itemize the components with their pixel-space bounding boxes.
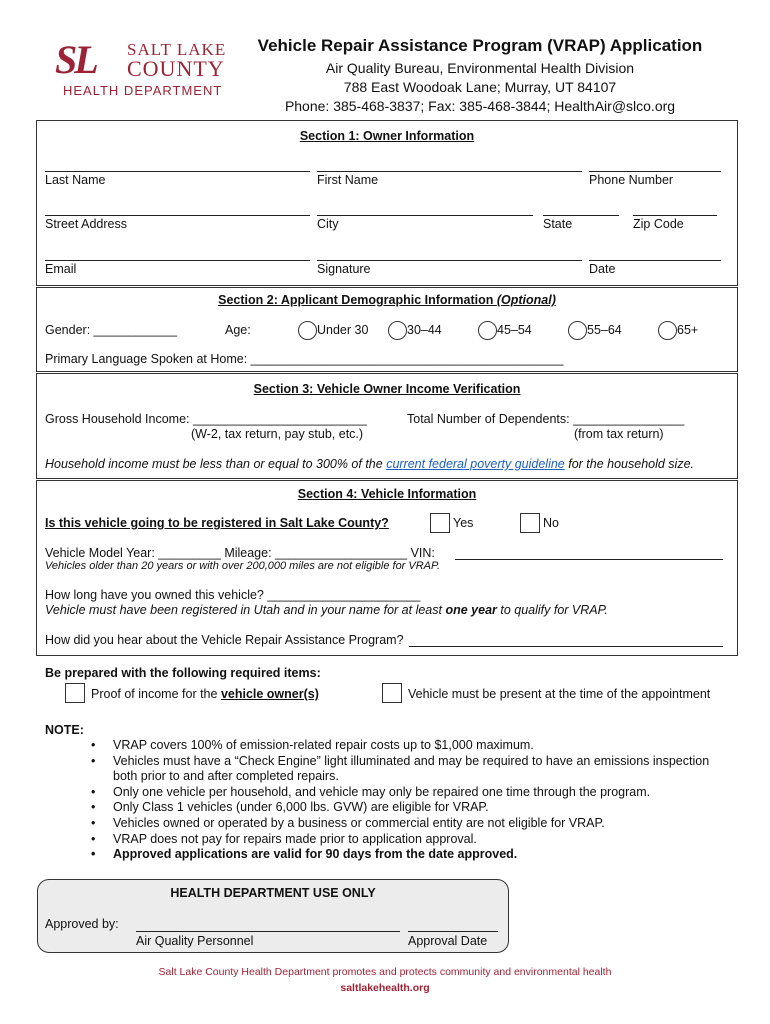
registration-question: Is this vehicle going to be registered in Salt Lake County?	[45, 516, 389, 530]
income-eligibility-note	[45, 457, 694, 471]
email-field[interactable]	[45, 260, 310, 261]
approver-field[interactable]	[136, 931, 400, 932]
registered-yes-label: Yes	[453, 516, 474, 530]
dependents-hint: (from tax return)	[574, 427, 664, 441]
note-item: • Approved applications are valid for 90 days from the date approved.	[45, 847, 725, 863]
section-1-owner-information	[36, 120, 738, 286]
footer-tagline: Salt Lake County Health Department promotes and protects community and environmental health	[158, 966, 612, 978]
income-note-text: Household income must be less than or equal to 300% of the	[45, 457, 387, 471]
zip-code-label: Zip Code	[633, 217, 684, 231]
income-note-text-end: for the household size.	[564, 457, 695, 471]
referral-source-field[interactable]	[409, 646, 723, 647]
approver-caption: Air Quality Personnel	[136, 934, 254, 948]
section-4-title: Section 4: Vehicle Information	[297, 487, 477, 501]
age-label: Age:	[225, 323, 251, 337]
vehicle-present-label: Vehicle must be present at the time of the appointment	[408, 687, 711, 701]
age-45-54-radio[interactable]	[478, 321, 497, 340]
section-4-vehicle-information	[36, 480, 738, 656]
logo-line-health-department: HEALTH DEPARTMENT	[63, 83, 223, 98]
street-address-field[interactable]	[45, 215, 310, 216]
proof-of-income-label	[91, 687, 319, 701]
registered-no-checkbox[interactable]	[520, 513, 540, 533]
required-items-heading: Be prepared with the following required items:	[45, 666, 321, 680]
note-list	[45, 738, 725, 863]
gross-household-income-field[interactable]: Gross Household Income: _________________________	[45, 412, 367, 426]
gender-field[interactable]: Gender: ____________	[45, 323, 178, 337]
age-55-64-label: 55–64	[587, 323, 622, 337]
note-item: • VRAP does not pay for repairs made prior to application approval.	[45, 832, 725, 848]
header-contact: Phone: 385-468-3837; Fax: 385-468-3844; HealthAir@slco.org	[284, 98, 676, 114]
dependents-field[interactable]: Total Number of Dependents: ________________	[407, 412, 685, 426]
vehicle-present-checkbox[interactable]	[382, 683, 402, 703]
first-name-field[interactable]	[317, 171, 582, 172]
section-2-title	[37, 293, 737, 307]
last-name-field[interactable]	[45, 171, 310, 172]
referral-source-label: How did you hear about the Vehicle Repair Assistance Program?	[45, 633, 404, 647]
age-65-plus-label: 65+	[677, 323, 699, 337]
proof-of-income-text: Proof of income for the	[91, 687, 221, 701]
age-under-30-label: Under 30	[317, 323, 369, 337]
office-use-box	[37, 879, 509, 953]
ownership-note-text-end: to qualify for VRAP.	[496, 603, 608, 617]
section-3-title: Section 3: Vehicle Owner Income Verification	[253, 382, 521, 396]
section-2-title-text: Section 2: Applicant Demographic Information	[218, 293, 497, 307]
phone-label: Phone Number	[589, 173, 674, 187]
note-item: • Vehicles must have a “Check Engine” light illuminated and may be required to have an emissions inspection both prior to and after completed repairs.	[45, 754, 725, 785]
first-name-label: First Name	[317, 173, 379, 187]
logo-line-salt-lake: SALT LAKE	[127, 40, 227, 59]
email-label: Email	[45, 262, 77, 276]
vehicle-model-mileage-vin-fields[interactable]: Vehicle Model Year: _________ Mileage: ___________________ VIN:	[45, 546, 435, 560]
vehicle-eligibility-note: Vehicles older than 20 years or with over 200,000 miles are not eligible for VRAP.	[45, 560, 440, 572]
section-3-income-verification	[36, 373, 738, 479]
age-45-54-label: 45–54	[497, 323, 532, 337]
primary-language-field[interactable]: Primary Language Spoken at Home: _____________________________________________	[45, 352, 564, 366]
ownership-requirement-note	[45, 603, 608, 617]
section-2-demographics	[36, 287, 738, 372]
ownership-note-text: Vehicle must have been registered in Utah and in your name for at least	[45, 603, 446, 617]
ownership-duration-field[interactable]: How long have you owned this vehicle? ______________________	[45, 588, 421, 602]
age-65-plus-radio[interactable]	[658, 321, 677, 340]
note-item: • Only one vehicle per household, and vehicle may only be repaired one time through the program.	[45, 785, 725, 801]
state-field[interactable]	[543, 215, 619, 216]
registered-yes-checkbox[interactable]	[430, 513, 450, 533]
phone-field[interactable]	[589, 171, 721, 172]
zip-code-field[interactable]	[633, 215, 717, 216]
approval-date-caption: Approval Date	[408, 934, 488, 948]
note-item: • VRAP covers 100% of emission-related repair costs up to $1,000 maximum.	[45, 738, 725, 754]
ownership-note-one-year: one year	[445, 603, 497, 617]
approved-by-label: Approved by:	[45, 917, 119, 931]
note-item: • Only Class 1 vehicles (under 6,000 lbs. GVW) are eligible for VRAP.	[45, 800, 725, 816]
age-30-44-label: 30–44	[407, 323, 442, 337]
state-label: State	[543, 217, 573, 231]
note-item: • Vehicles owned or operated by a business or commercial entity are not eligible for VRAP.	[45, 816, 725, 832]
gross-household-income-hint: (W-2, tax return, pay stub, etc.)	[191, 427, 364, 441]
approval-date-field[interactable]	[408, 931, 498, 932]
registered-no-label: No	[543, 516, 559, 530]
section-2-optional-tag: (Optional)	[496, 293, 556, 307]
note-heading: NOTE:	[45, 723, 84, 737]
age-55-64-radio[interactable]	[568, 321, 587, 340]
logo-line-county: COUNTY	[127, 56, 225, 81]
header-division: Air Quality Bureau, Environmental Health Division	[325, 60, 635, 76]
page-title: Vehicle Repair Assistance Program (VRAP) Application	[257, 36, 703, 55]
footer-website-link[interactable]: saltlakehealth.org	[340, 982, 430, 994]
date-field[interactable]	[589, 260, 721, 261]
city-label: City	[317, 217, 339, 231]
city-field[interactable]	[317, 215, 533, 216]
office-use-title: HEALTH DEPARTMENT USE ONLY	[170, 886, 376, 900]
logo-sl-mark: SL	[55, 37, 96, 82]
page-header	[245, 36, 715, 114]
section-1-title: Section 1: Owner Information	[299, 129, 475, 143]
proof-of-income-owner: vehicle owner(s)	[220, 687, 319, 701]
age-30-44-radio[interactable]	[388, 321, 407, 340]
header-address: 788 East Woodoak Lane; Murray, UT 84107	[343, 79, 617, 95]
last-name-label: Last Name	[45, 173, 106, 187]
signature-label: Signature	[317, 262, 371, 276]
date-label: Date	[589, 262, 616, 276]
age-under-30-radio[interactable]	[298, 321, 317, 340]
poverty-guideline-link[interactable]: current federal poverty guideline	[386, 457, 565, 471]
county-logo	[55, 38, 235, 100]
signature-field[interactable]	[317, 260, 582, 261]
vin-field[interactable]	[455, 559, 723, 560]
proof-of-income-checkbox[interactable]	[65, 683, 85, 703]
street-address-label: Street Address	[45, 217, 127, 231]
